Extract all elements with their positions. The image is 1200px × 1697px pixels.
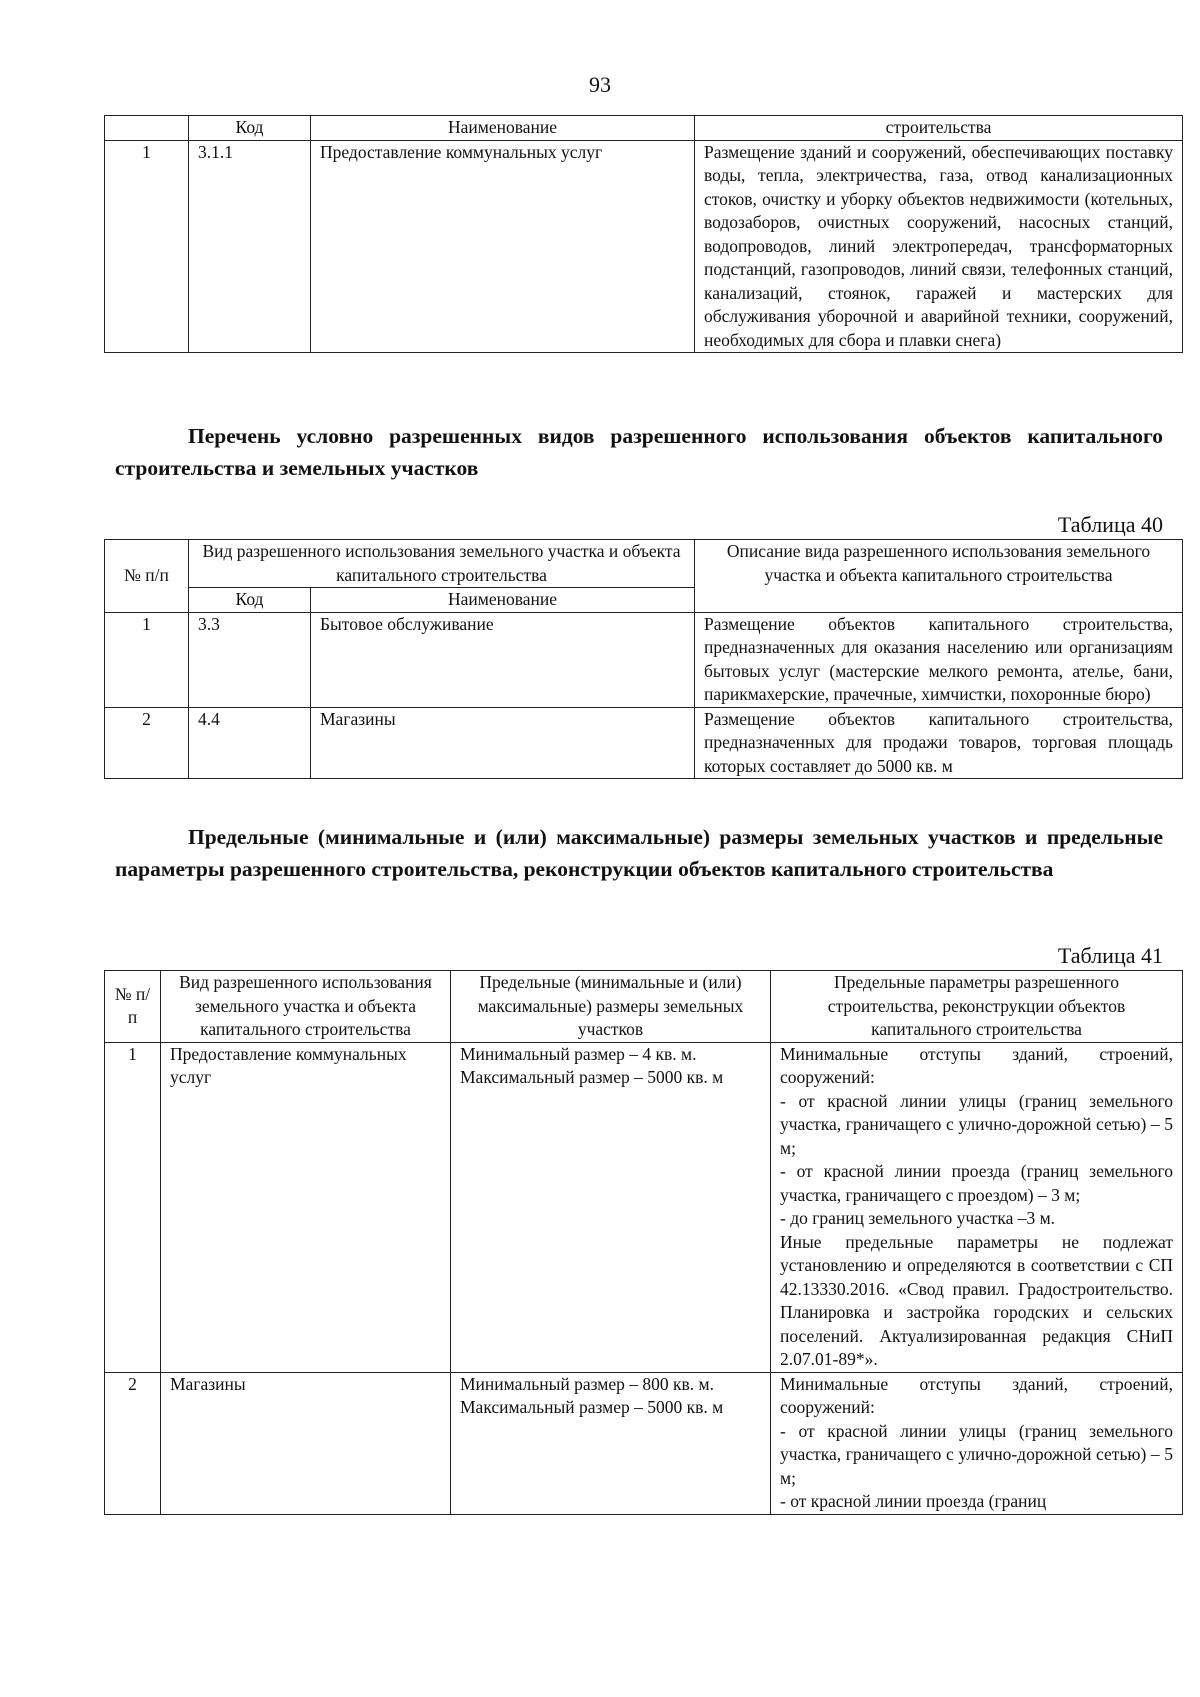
table-row bbox=[105, 1042, 1183, 1372]
row-number: 1 bbox=[105, 140, 189, 353]
row-number: 2 bbox=[105, 1372, 161, 1514]
header-code: Код bbox=[189, 116, 311, 141]
table-41-caption: Таблица 41 bbox=[1057, 943, 1163, 968]
header-construction-params: Предельные параметры разрешенного строительства, реконструкции объектов капитального строительства bbox=[771, 971, 1183, 1043]
max-size: Максимальный размер – 5000 кв. м bbox=[460, 1067, 724, 1087]
row-name: Бытовое обслуживание bbox=[311, 612, 695, 707]
row-construction-params bbox=[771, 1042, 1183, 1372]
header-description: строительства bbox=[695, 116, 1183, 141]
header-number: № п/п bbox=[105, 540, 189, 613]
header-empty bbox=[105, 116, 189, 141]
header-name: Наименование bbox=[311, 588, 695, 613]
row-code: 4.4 bbox=[189, 707, 311, 779]
min-size: Минимальный размер – 4 кв. м. bbox=[460, 1043, 697, 1064]
header-code: Код bbox=[189, 588, 311, 613]
row-number: 1 bbox=[105, 1042, 161, 1372]
row-description: Размещение объектов капитального строительства, предназначенных для оказания населению или организациям бытовых услуг (мастерские мелкого ремонта, ателье, бани, парикмахерские, прачечные, химчистки, похоронные бюро) bbox=[695, 612, 1183, 707]
max-size: Максимальный размер – 5000 кв. м bbox=[460, 1397, 724, 1417]
table-row bbox=[105, 707, 1183, 779]
table-row bbox=[105, 1372, 1183, 1514]
param-line: Минимальные отступы зданий, строений, сооружений: bbox=[780, 1373, 1173, 1417]
table-header-row bbox=[105, 116, 1183, 141]
header-plot-sizes: Предельные (минимальные и (или) максимальные) размеры земельных участков bbox=[451, 971, 771, 1043]
row-code: 3.1.1 bbox=[189, 140, 311, 353]
row-construction-params bbox=[771, 1372, 1183, 1514]
row-code: 3.3 bbox=[189, 612, 311, 707]
row-name: Предоставление коммунальных услуг bbox=[311, 140, 695, 353]
row-number: 2 bbox=[105, 707, 189, 779]
header-name: Наименование bbox=[311, 116, 695, 141]
table-40 bbox=[104, 539, 1183, 779]
min-size: Минимальный размер – 800 кв. м. bbox=[460, 1373, 714, 1394]
table-row bbox=[105, 612, 1183, 707]
header-number: № п/п bbox=[105, 971, 161, 1043]
page-number: 93 bbox=[589, 72, 611, 97]
table-header-row bbox=[105, 540, 1183, 588]
table-row bbox=[105, 140, 1183, 353]
table-40-caption: Таблица 40 bbox=[1057, 512, 1163, 537]
section-heading-conditional-uses: Перечень условно разрешенных видов разрешенного использования объектов капитального строительства и земельных участков bbox=[115, 424, 1163, 480]
param-line: - от красной линии проезда (границ bbox=[780, 1491, 1047, 1511]
param-line: - от красной линии улицы (границ земельного участка, граничащего с улично-дорожной сетью) – 5 м; bbox=[780, 1420, 1173, 1488]
param-line: Иные предельные параметры не подлежат установлению и определяются в соответствии с СП 42.13330.2016. «Свод правил. Градостроительство. Планировка и застройка городских и сельских поселений. Актуализированная редакция СНиП 2.07.01-89*». bbox=[780, 1231, 1173, 1369]
table-41 bbox=[104, 970, 1183, 1515]
row-description: Размещение объектов капитального строительства, предназначенных для продажи товаров, торговая площадь которых составляет до 5000 кв. м bbox=[695, 707, 1183, 779]
param-line: Минимальные отступы зданий, строений, сооружений: bbox=[780, 1043, 1173, 1087]
row-description: Размещение зданий и сооружений, обеспечивающих поставку воды, тепла, электричества, газа, отвод канализационных стоков, очистку и уборку объектов недвижимости (котельных, водозаборов, очистных сооружений, насосных станций, водопроводов, линий электропередач, трансформаторных подстанций, газопроводов, линий связи, телефонных станций, канализаций, стоянок, гаражей и мастерских для обслуживания уборочной и аварийной техники, сооружений, необходимых для сбора и плавки снега) bbox=[695, 140, 1183, 353]
param-line: - от красной линии проезда (границ земельного участка, граничащего с проездом) – 3 м; bbox=[780, 1161, 1173, 1205]
header-use-type: Вид разрешенного использования земельного участка и объекта капитального строительства bbox=[161, 971, 451, 1043]
header-description: Описание вида разрешенного использования земельного участка и объекта капитального строительства bbox=[695, 540, 1183, 613]
param-line: - до границ земельного участка –3 м. bbox=[780, 1208, 1056, 1228]
table-header-row bbox=[105, 971, 1183, 1043]
row-use-type: Предоставление коммунальных услуг bbox=[161, 1042, 451, 1372]
row-plot-sizes bbox=[451, 1042, 771, 1372]
row-name: Магазины bbox=[311, 707, 695, 779]
table-continued bbox=[104, 115, 1183, 353]
header-use-type: Вид разрешенного использования земельного участка и объекта капитального строительства bbox=[189, 540, 695, 588]
param-line: - от красной линии улицы (границ земельного участка, граничащего с улично-дорожной сетью) – 5 м; bbox=[780, 1090, 1173, 1158]
row-plot-sizes bbox=[451, 1372, 771, 1514]
section-heading-limit-sizes: Предельные (минимальные и (или) максимальные) размеры земельных участков и предельные параметры разрешенного строительства, реконструкции объектов капитального строительства bbox=[115, 825, 1163, 881]
row-use-type: Магазины bbox=[161, 1372, 451, 1514]
row-number: 1 bbox=[105, 612, 189, 707]
